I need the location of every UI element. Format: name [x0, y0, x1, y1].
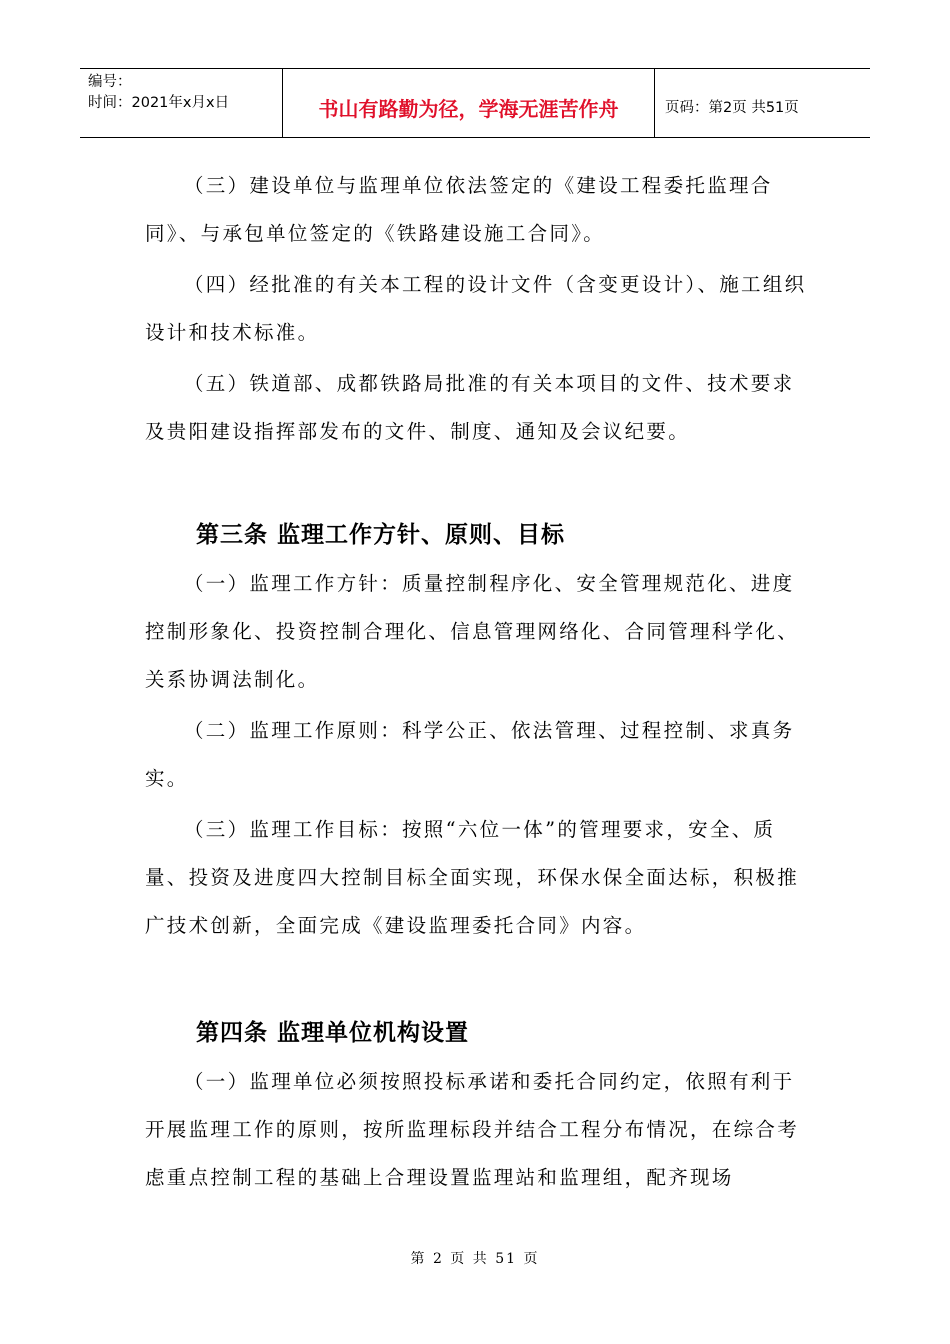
page-footer: 第 2 页 共 51 页 — [410, 1251, 540, 1267]
paragraph: （三）建设单位与监理单位依法签定的《建设工程委托监理合同》、与承包单位签定的《铁路建设施工合同》。 — [145, 174, 773, 245]
basis-list — [145, 162, 810, 459]
principles-list — [145, 560, 810, 953]
paragraph: （一）监理工作方针：质量控制程序化、安全管理规范化、进度控制形象化、投资控制合理化、信息管理网络化、合同管理科学化、关系协调法制化。 — [145, 572, 800, 691]
header-meta — [80, 69, 283, 137]
section-heading: 第三条 监理工作方针、原则、目标 — [196, 522, 566, 548]
header-motto: 书山有路勤为径，学海无涯苦作舟 — [283, 69, 655, 137]
paragraph: （一）监理单位必须按照投标承诺和委托合同约定，依照有利于开展监理工作的原则，按所监理标段并结合工程分布情况，在综合考虑重点控制工程的基础上合理设置监理站和监理组，配齐现场 — [145, 1070, 800, 1189]
document-time: 时间：2021年x月x日 — [88, 95, 230, 111]
paragraph: （三）监理工作目标：按照“六位一体”的管理要求，安全、质量、投资及进度四大控制目标全面实现，环保水保全面达标，积极推广技术创新，全面完成《建设监理委托合同》内容。 — [145, 818, 800, 937]
document-number-label: 编号： — [88, 74, 132, 90]
organization-list — [145, 1058, 810, 1205]
paragraph: （五）铁道部、成都铁路局批准的有关本项目的文件、技术要求及贵阳建设指挥部发布的文件、制度、通知及会议纪要。 — [145, 372, 795, 443]
section-heading: 第四条 监理单位机构设置 — [196, 1020, 470, 1046]
paragraph: （四）经批准的有关本工程的设计文件（含变更设计）、施工组织设计和技术标准。 — [145, 273, 807, 344]
page-header — [80, 68, 870, 138]
paragraph: （二）监理工作原则：科学公正、依法管理、过程控制、求真务实。 — [145, 719, 795, 790]
header-page-info: 页码：第2页 共51页 — [665, 99, 799, 116]
